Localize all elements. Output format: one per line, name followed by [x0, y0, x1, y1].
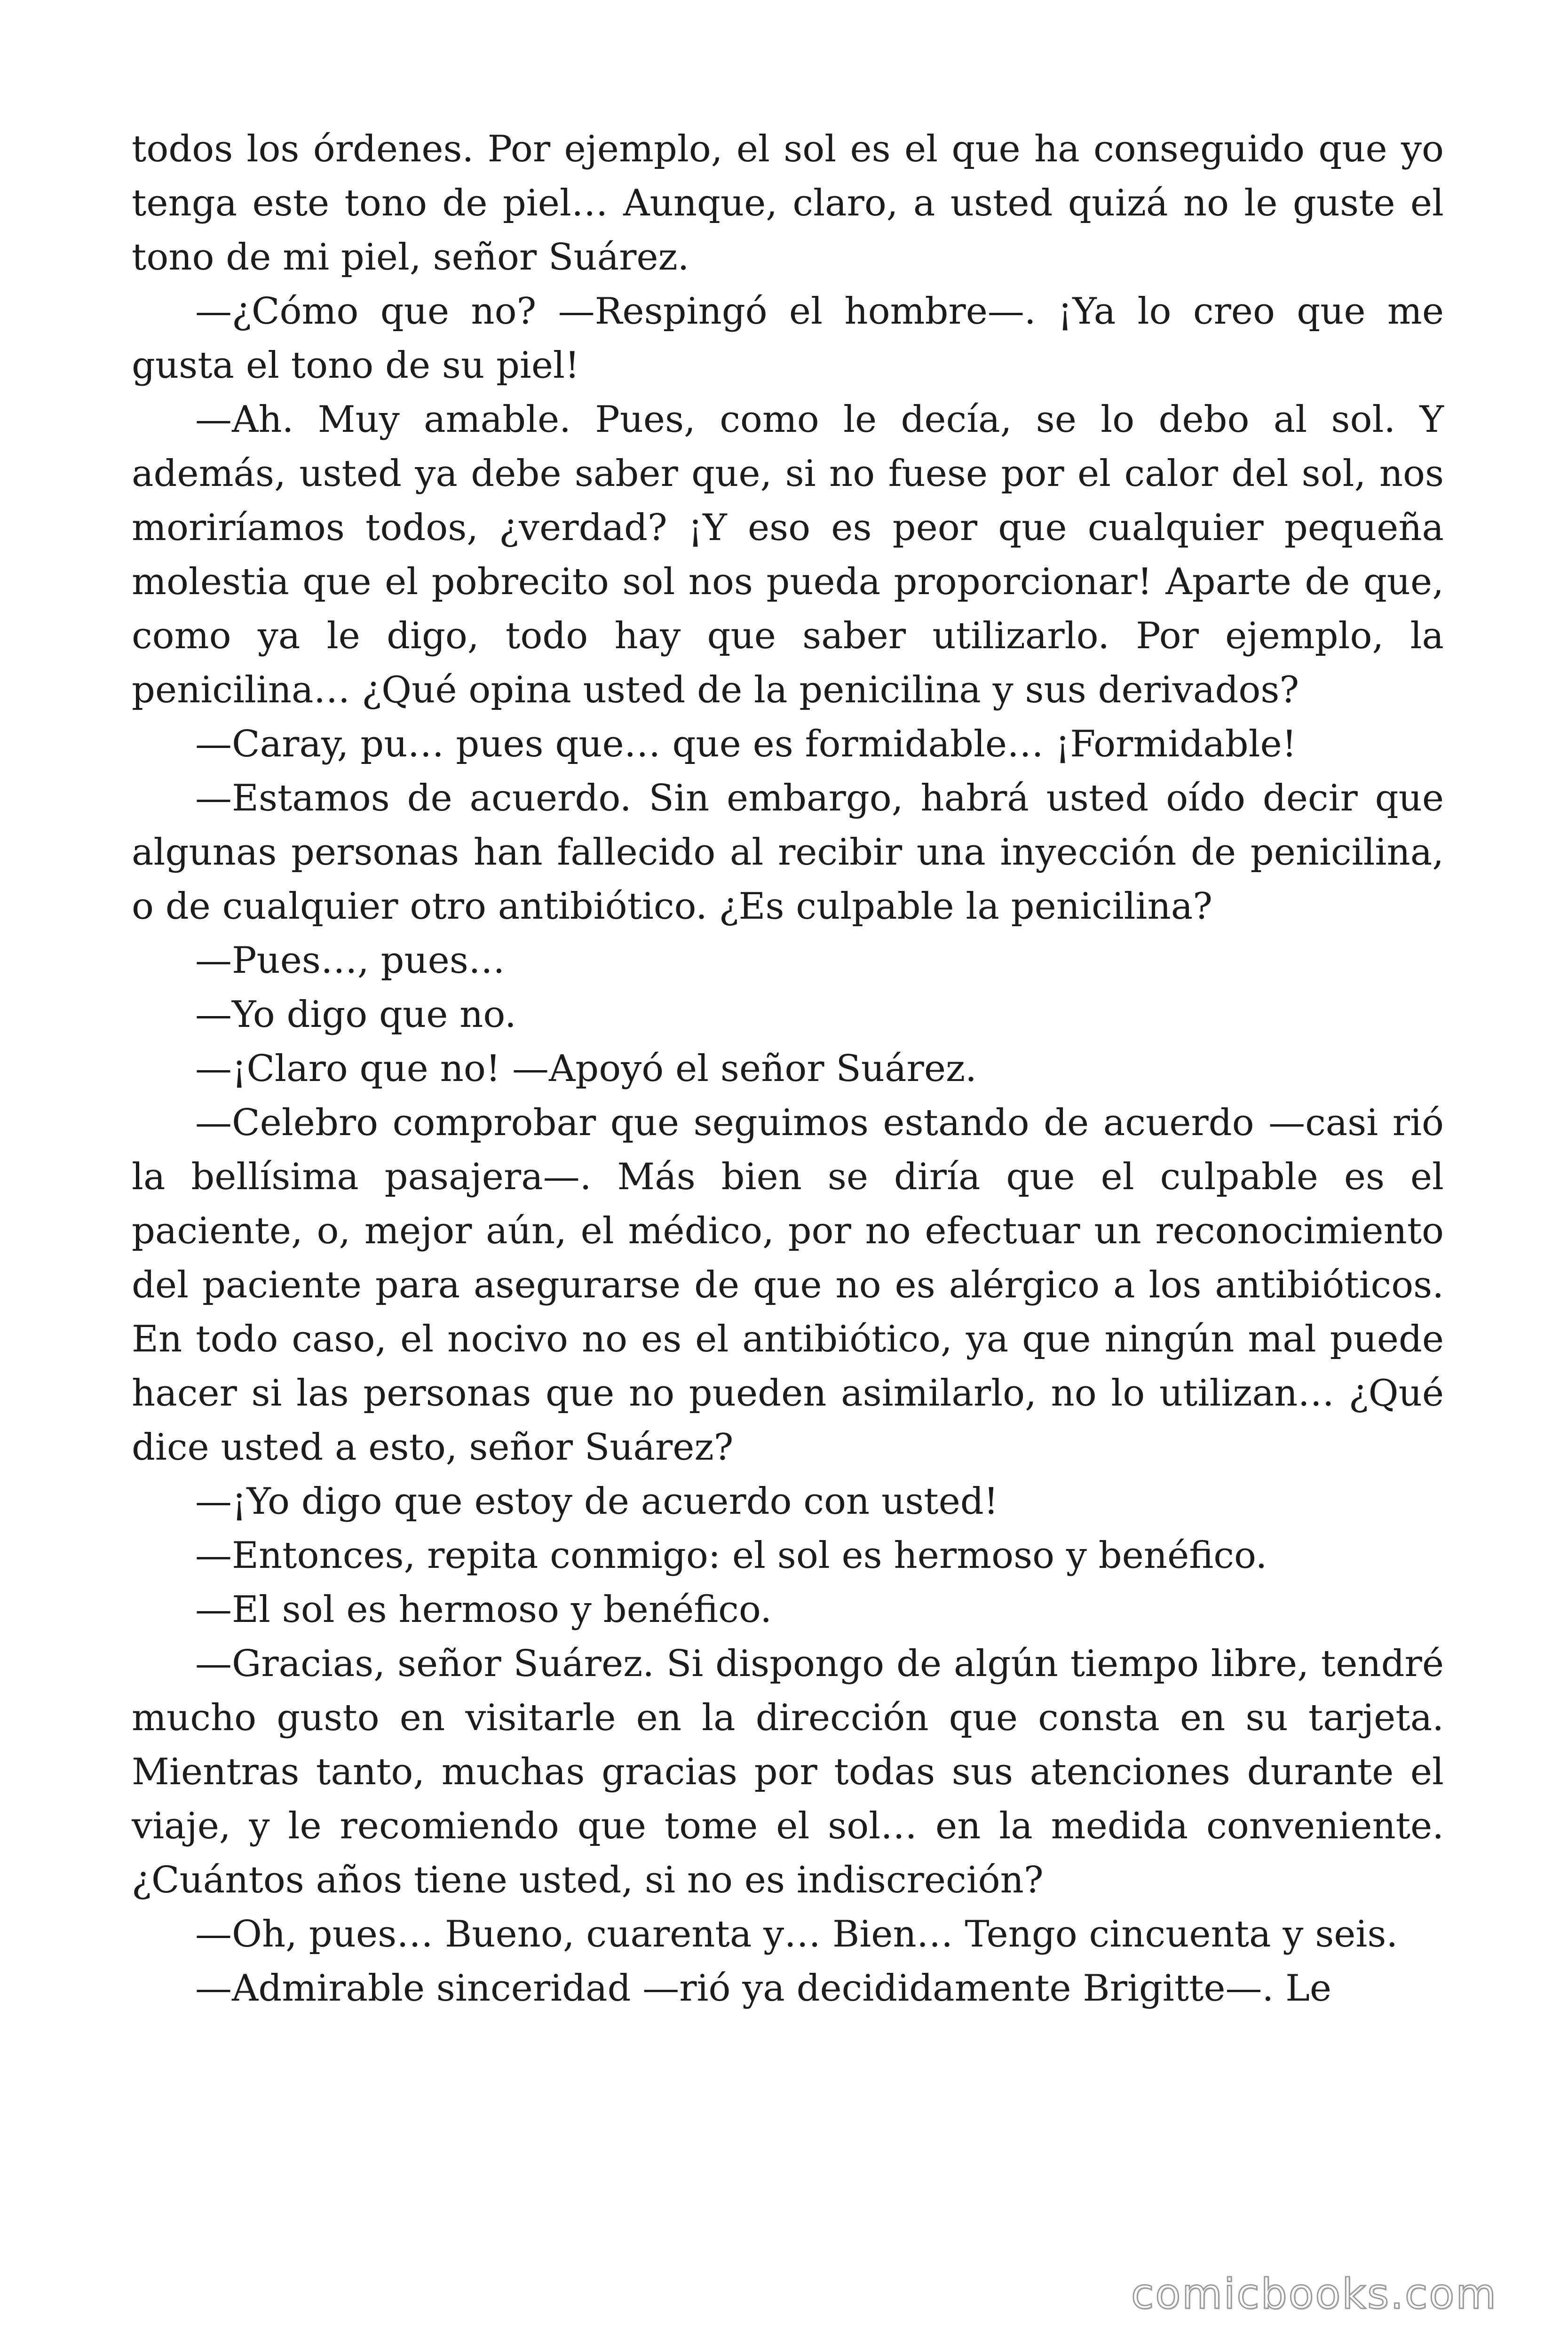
- paragraph-5: —Estamos de acuerdo. Sin embargo, habrá usted oído decir que algunas personas han fallecido al recibir una inyección de penicilina, o de cualquier otro antibiótico. ¿Es culpable la penicilina?: [132, 777, 1444, 928]
- paragraph-12: —El sol es hermoso y benéfico.: [195, 1589, 772, 1631]
- watermark: comicbooks.com: [1131, 2270, 1497, 2318]
- paragraph-4: —Caray, pu… pues que… que es formidable… ¡Formidable!: [195, 723, 1297, 765]
- paragraph-10: —¡Yo digo que estoy de acuerdo con usted!: [195, 1480, 999, 1523]
- paragraph-3: —Ah. Muy amable. Pues, como le decía, se lo debo al sol. Y además, usted ya debe saber que, si no fuese por el calor del sol, nos moriríamos todos, ¿verdad? ¡Y eso es peor que cualquier pequeña molestia que el pobrecito sol nos pueda proporcionar! Aparte de que, como ya le digo, todo hay que saber utilizarlo. Por ejemplo, la penicilina… ¿Qué opina usted de la penicilina y sus derivados?: [132, 398, 1444, 711]
- paragraph-1: todos los órdenes. Por ejemplo, el sol es el que ha conseguido que yo tenga este tono de piel… Aunque, claro, a usted quizá no le guste el tono de mi piel, señor Suárez.: [132, 128, 1444, 278]
- paragraph-11: —Entonces, repita conmigo: el sol es hermoso y benéfico.: [195, 1534, 1267, 1577]
- paragraph-13: —Gracias, señor Suárez. Si dispongo de algún tiempo libre, tendré mucho gusto en visitarle en la dirección que consta en su tarjeta. Mientras tanto, muchas gracias por todas sus atenciones durante el viaje, y le recomiendo que tome el sol… en la medida conveniente. ¿Cuántos años tiene usted, si no es indiscreción?: [132, 1643, 1444, 1901]
- paragraph-8: —¡Claro que no! —Apoyó el señor Suárez.: [195, 1048, 977, 1090]
- paragraph-14: —Oh, pues… Bueno, cuarenta y… Bien… Tengo cincuenta y seis.: [195, 1913, 1398, 1955]
- paragraph-15: —Admirable sinceridad —rió ya decididamente Brigitte—. Le: [195, 1967, 1332, 2010]
- paragraph-2: —¿Cómo que no? —Respingó el hombre—. ¡Ya lo creo que me gusta el tono de su piel!: [132, 290, 1444, 387]
- paragraph-6: —Pues…, pues…: [195, 939, 505, 982]
- book-page-text: [132, 122, 1444, 2016]
- paragraph-7: —Yo digo que no.: [195, 993, 516, 1036]
- paragraph-9: —Celebro comprobar que seguimos estando de acuerdo —casi rió la bellísima pasajera—. Más bien se diría que el culpable es el paciente, o, mejor aún, el médico, por no efectuar un reconocimiento del paciente para asegurarse de que no es alérgico a los antibióticos. En todo caso, el nocivo no es el antibiótico, ya que ningún mal puede hacer si las personas que no pueden asimilarlo, no lo utilizan… ¿Qué dice usted a esto, señor Suárez?: [132, 1102, 1444, 1469]
